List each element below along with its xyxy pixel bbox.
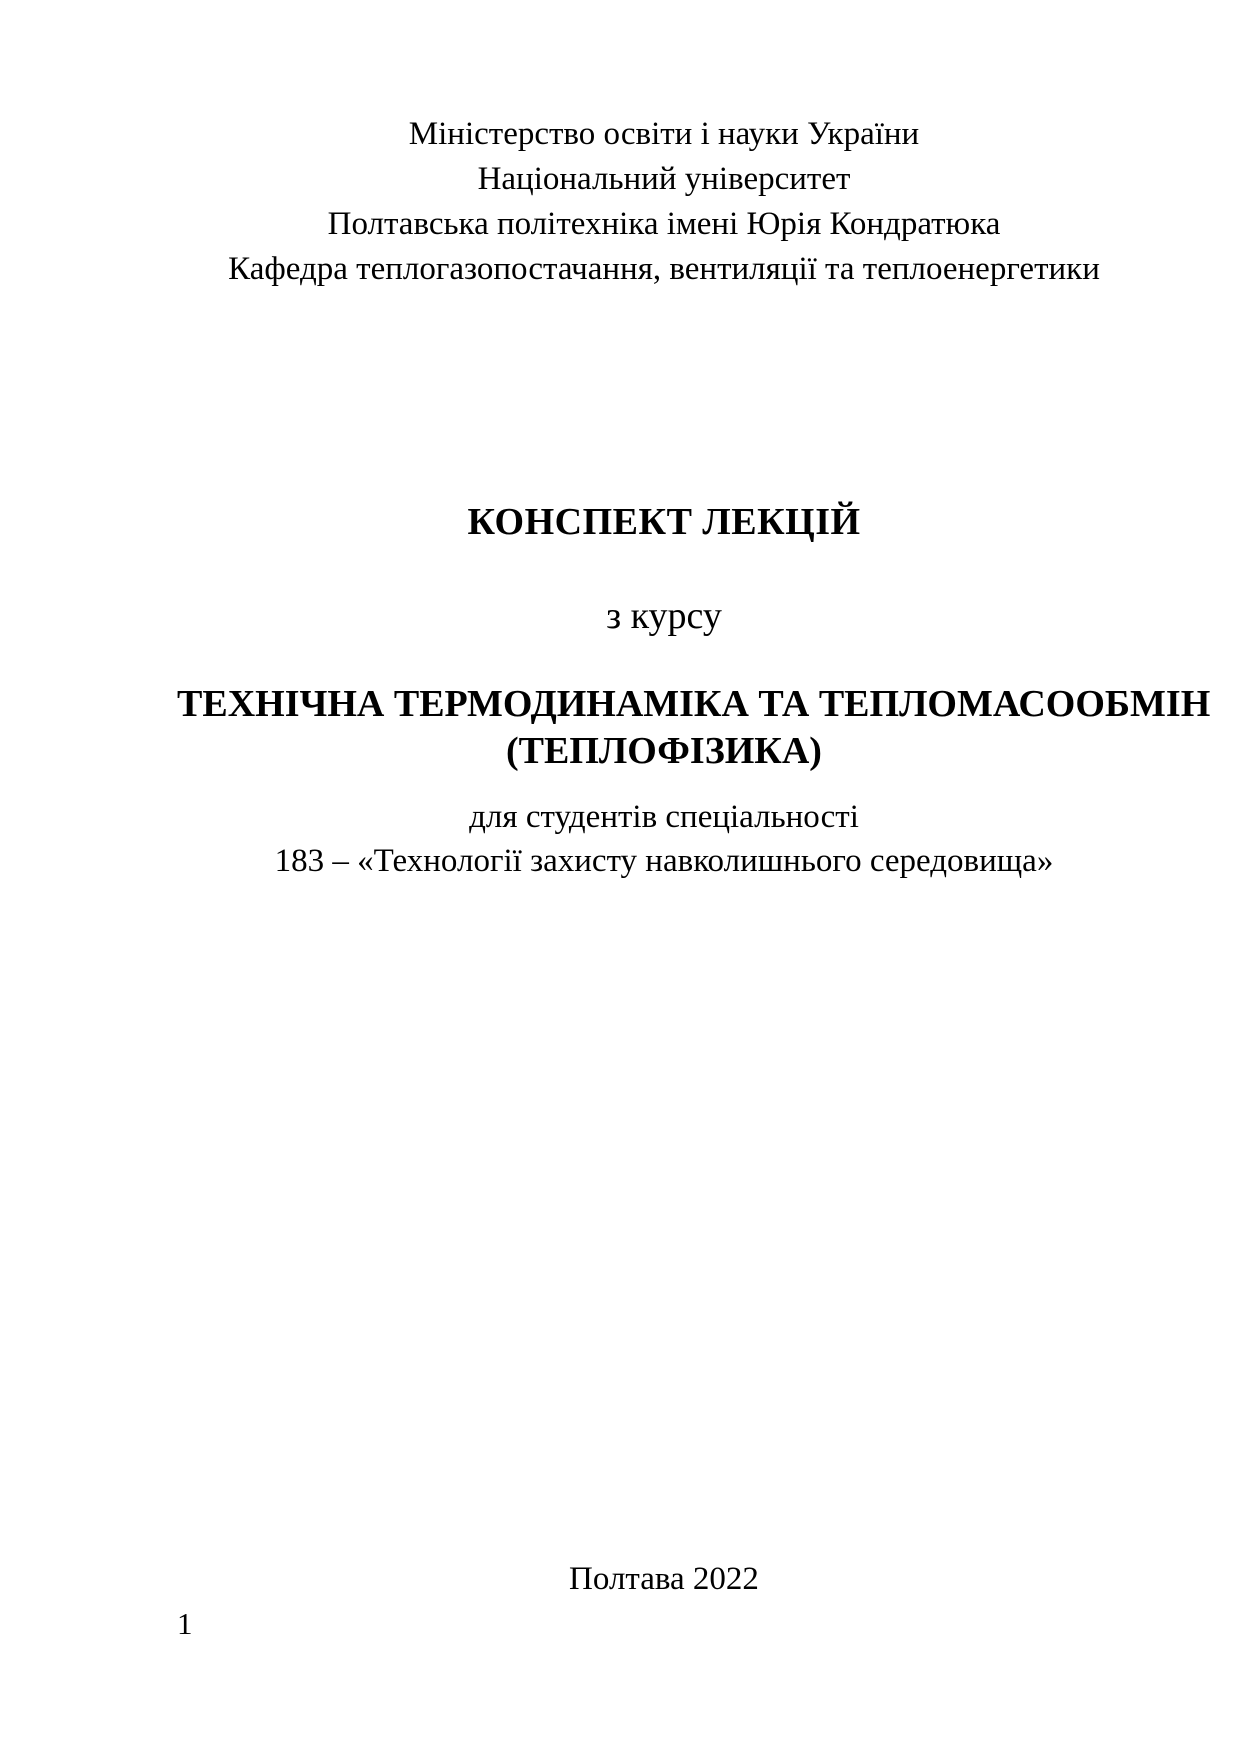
course-prefix: з курсу: [606, 595, 722, 637]
ministry-line: Міністерство освіти і науки України: [408, 116, 920, 152]
audience-block: [177, 795, 1151, 883]
page-number: 1: [177, 1606, 193, 1641]
imprint-city-year: Полтава 2022: [569, 1561, 759, 1597]
department-line: Кафедра теплогазопостачання, вентиляції та теплоенергетики: [228, 251, 1100, 287]
specialty-line: 183 – «Технології захисту навколишнього середовища»: [274, 843, 1054, 879]
course-title-line1: ТЕХНІЧНА ТЕРМОДИНАМІКА ТА ТЕПЛОМАСООБМІН: [177, 683, 1211, 725]
university-line: Національний університет: [477, 161, 851, 197]
course-title: [177, 681, 1211, 775]
course-title-line2: (ТЕПЛОФІЗИКА): [506, 730, 822, 772]
document-type-heading: КОНСПЕКТ ЛЕКЦІЙ: [467, 501, 861, 543]
institution-header: [177, 112, 1151, 292]
audience-line: для студентів спеціальності: [469, 799, 859, 835]
polytechnic-line: Полтавська політехніка імені Юрія Кондратюка: [327, 206, 1001, 242]
